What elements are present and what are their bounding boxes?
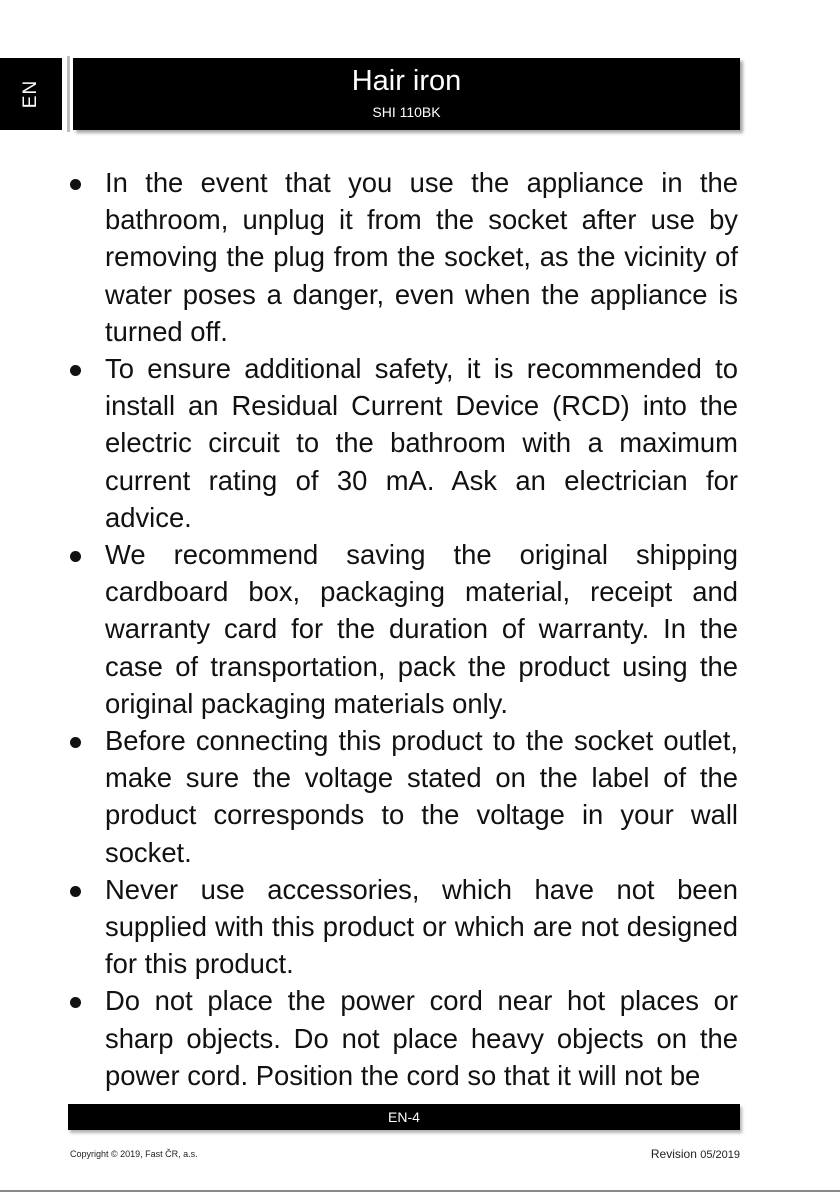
page-title: Hair iron [351,65,462,97]
page-number-bar [68,1104,740,1130]
list-item-text: Do not place the power cord near hot places or sharp objects. Do not place heavy objects on the power cord. Position the cord so that it will not be [105,985,738,1091]
list-item-text: Before connecting this product to the socket outlet, make sure the voltage stated on the label of the product corresponds to the voltage in your wall socket. [105,725,738,868]
list-item [68,871,738,983]
language-tab [0,58,62,130]
bullet-icon [70,365,81,376]
model-number: SHI 110BK [372,104,441,120]
bullet-icon [70,737,81,748]
bullet-icon [70,997,81,1008]
list-item [68,982,738,1094]
bullet-icon [70,179,81,190]
list-item [68,722,738,871]
page-number: EN-4 [388,1109,420,1125]
revision-value: 05/2019 [700,1149,740,1161]
language-label: EN [20,79,41,109]
page-header [73,58,740,130]
revision-label: Revision [650,1147,697,1161]
list-item [68,536,738,722]
safety-list [68,164,738,1094]
revision-info [651,1147,740,1161]
list-item-text: In the event that you use the appliance in the bathroom, unplug it from the socket after use by removing the plug from the socket, as the vicinity of water poses a danger, even when the appliance is turned off. [105,167,738,347]
list-item-text: We recommend saving the original shipping cardboard box, packaging material, receipt and warranty card for the duration of warranty. In the case of transportation, pack the product using the original packaging materials only. [105,539,738,719]
list-item-text: Never use accessories, which have not been supplied with this product or which are not designed for this product. [105,873,738,980]
list-item-text: To ensure additional safety, it is recommended to install an Residual Current Device (RCD) into the electric circuit to the bathroom with a maximum current rating of 30 mA. Ask an electrician for advice. [105,353,738,533]
list-item [68,164,738,350]
list-item [68,350,738,536]
bullet-icon [70,551,81,562]
copyright-text: Copyright © 2019, Fast ČR, a.s. [70,1149,198,1159]
header-divider [67,56,70,132]
bullet-icon [70,886,81,897]
instructions-content [68,164,738,1094]
